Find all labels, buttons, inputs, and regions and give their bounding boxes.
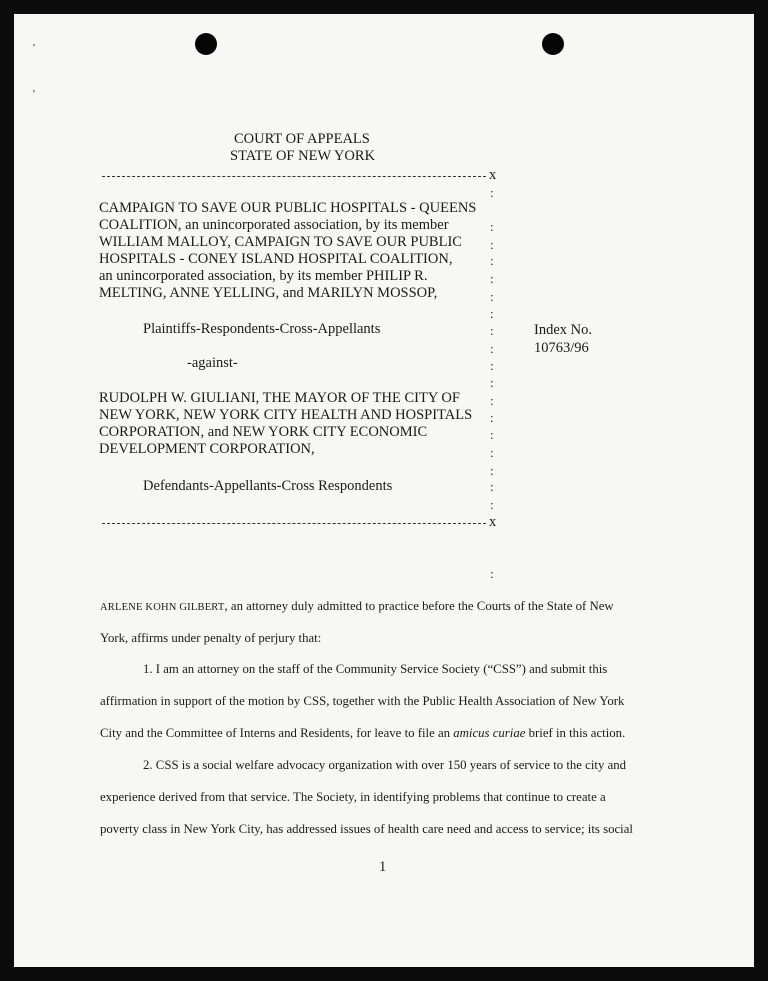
paragraph-1-line: affirmation in support of the motion by CSS, together with the Public Health Association of New York (100, 694, 625, 708)
index-label: Index No. (534, 322, 592, 338)
caption-colon: : (490, 271, 494, 286)
affiant-name: ARLENE KOHN GILBERT (100, 602, 225, 613)
caption-colon: : (490, 237, 494, 252)
paragraph-2-line: experience derived from that service. The Society, in identifying problems that continue to create a (100, 790, 606, 804)
plaintiffs-line: WILLIAM MALLOY, CAMPAIGN TO SAVE OUR PUBLIC (99, 234, 462, 250)
paragraph-1-line (100, 726, 625, 741)
caption-colon: : (490, 185, 494, 200)
caption-colon: : (490, 445, 494, 460)
caption-colon: : (490, 463, 494, 478)
caption-colon: : (490, 289, 494, 304)
plaintiffs-line: COALITION, an unincorporated association, by its member (99, 217, 449, 233)
paragraph-2-line: 2. CSS is a social welfare advocacy organization with over 150 years of service to the city and (143, 758, 627, 772)
caption-colon: : (490, 253, 494, 268)
caption-x-marker-bottom: x (489, 514, 497, 530)
plaintiffs-line: HOSPITALS - CONEY ISLAND HOSPITAL COALITION, (99, 251, 453, 267)
punch-hole-right (542, 33, 564, 55)
affirmation-intro-line: York, affirms under penalty of perjury that: (100, 631, 322, 645)
scan-speck: ‚ (32, 82, 36, 94)
caption-colon: : (490, 358, 494, 373)
caption-x-marker-top: x (489, 167, 497, 183)
paragraph-2-line: poverty class in New York City, has addressed issues of health care need and access to service; its social (100, 822, 633, 836)
caption-colon: : (490, 479, 494, 494)
text-run: brief in this action. (525, 726, 626, 740)
affirmation-intro-line (100, 599, 614, 615)
plaintiffs-line: an unincorporated association, by its member PHILIP R. (99, 268, 428, 284)
paragraph-1-line: 1. I am an attorney on the staff of the Community Service Society (“CSS”) and submit this (143, 662, 608, 676)
caption-colon: : (490, 497, 494, 512)
caption-colon: : (490, 410, 494, 425)
punch-hole-left (195, 33, 217, 55)
scan-speck: ’ (32, 42, 36, 54)
defendants-line: CORPORATION, and NEW YORK CITY ECONOMIC (99, 424, 428, 440)
caption-colon: : (490, 323, 494, 338)
defendants-line: RUDOLPH W. GIULIANI, THE MAYOR OF THE CITY OF (99, 390, 460, 406)
caption-colon: : (490, 566, 494, 581)
court-state: STATE OF NEW YORK (230, 148, 376, 164)
court-name: COURT OF APPEALS (234, 131, 370, 147)
versus-label: -against- (187, 355, 238, 371)
defendants-role: Defendants-Appellants-Cross Respondents (143, 478, 393, 494)
index-number: 10763/96 (534, 340, 589, 356)
caption-top-rule (102, 176, 486, 177)
caption-colon: : (490, 219, 494, 234)
latin-term: amicus curiae (453, 726, 526, 740)
text-run: City and the Committee of Interns and Residents, for leave to file an (100, 726, 454, 740)
caption-colon: : (490, 427, 494, 442)
plaintiffs-role: Plaintiffs-Respondents-Cross-Appellants (143, 321, 381, 337)
caption-colon: : (490, 341, 494, 356)
caption-colon: : (490, 306, 494, 321)
plaintiffs-line: CAMPAIGN TO SAVE OUR PUBLIC HOSPITALS - QUEENS (99, 200, 477, 216)
page-number: 1 (379, 859, 387, 875)
document-page (14, 14, 754, 967)
plaintiffs-line: MELTING, ANNE YELLING, and MARILYN MOSSOP, (99, 285, 438, 301)
caption-colon: : (490, 393, 494, 408)
defendants-line: NEW YORK, NEW YORK CITY HEALTH AND HOSPITALS (99, 407, 473, 423)
caption-bottom-rule (102, 523, 486, 524)
defendants-line: DEVELOPMENT CORPORATION, (99, 441, 315, 457)
intro-text: , an attorney duly admitted to practice before the Courts of the State of New (224, 599, 614, 613)
caption-colon: : (490, 375, 494, 390)
